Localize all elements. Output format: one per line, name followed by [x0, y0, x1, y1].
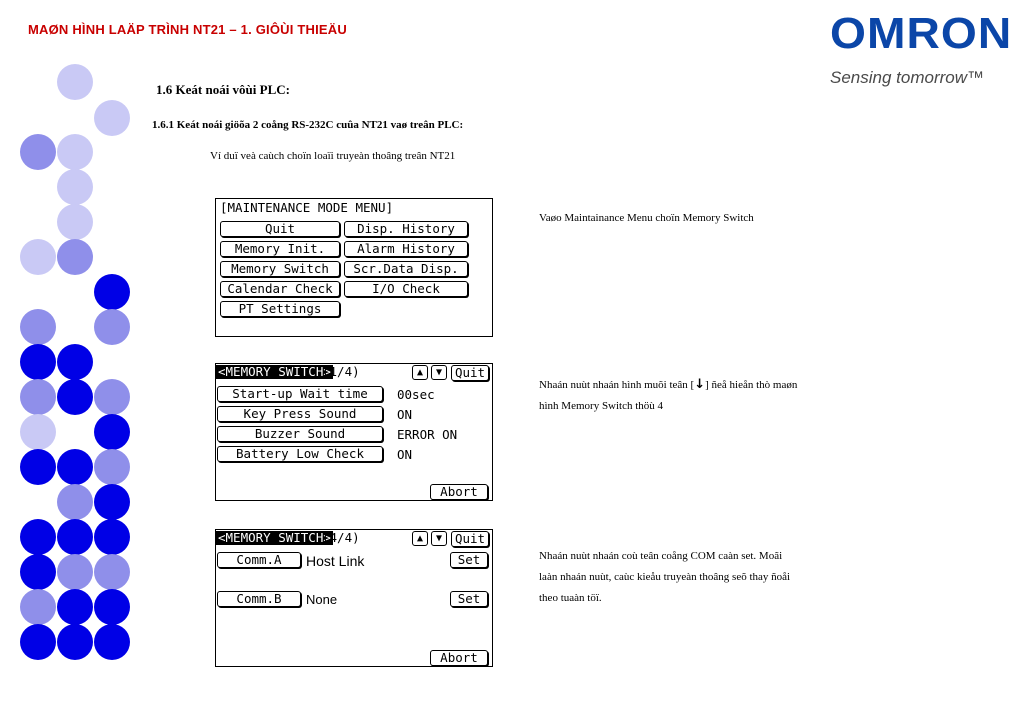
decor-dot — [94, 100, 130, 136]
decor-dot — [94, 309, 130, 345]
alarm-history-button[interactable]: Alarm History — [344, 241, 468, 257]
decor-dot — [57, 484, 93, 520]
decor-dot — [94, 484, 130, 520]
description-step-1 — [539, 208, 754, 229]
decor-dot — [20, 554, 56, 590]
decor-dot — [94, 624, 130, 660]
comm-b-set-button[interactable]: Set — [450, 591, 488, 607]
disp-history-button[interactable]: Disp. History — [344, 221, 468, 237]
decor-dot — [57, 624, 93, 660]
battery-low-check-button[interactable]: Battery Low Check — [217, 446, 383, 462]
description-line: hình Memory Switch thöù 4 — [539, 400, 664, 412]
section-heading: 1.6 Keát noái vôùi PLC: — [156, 82, 290, 97]
up-arrow-icon[interactable]: ▲ — [412, 365, 428, 380]
up-arrow-icon[interactable]: ▲ — [412, 531, 428, 546]
decor-dot — [20, 344, 56, 380]
logo-brand: OMRON — [830, 9, 1013, 58]
decor-dot — [94, 414, 130, 450]
subsection-heading: 1.6.1 Keát noái giöõa 2 coång RS-232C cuûa NT21 vaø treân PLC: — [152, 119, 464, 131]
decor-dot — [20, 414, 56, 450]
memory-init-button[interactable]: Memory Init. — [220, 241, 340, 257]
screen-title: [MAINTENANCE MODE MENU] — [220, 200, 394, 215]
description-line: Nhaán nuùt nhaán coù teân coång COM caàn set. Moãi — [539, 550, 783, 562]
down-arrow-icon: ↓ — [694, 377, 706, 392]
screen-title: <MEMORY SWITCH> — [218, 530, 331, 545]
calendar-check-button[interactable]: Calendar Check — [220, 281, 340, 297]
decor-dot — [57, 449, 93, 485]
down-arrow-icon[interactable]: ▼ — [431, 531, 447, 546]
decor-dot — [94, 449, 130, 485]
decor-dot — [94, 274, 130, 310]
decor-dot — [20, 519, 56, 555]
description-line — [539, 374, 797, 396]
page-indicator: (4/4) — [322, 530, 360, 545]
decor-dot — [20, 134, 56, 170]
decor-dot — [20, 589, 56, 625]
decor-dot — [94, 379, 130, 415]
decor-dot — [57, 519, 93, 555]
page-header-title: MAØN HÌNH LAÄP TRÌNH NT21 – 1. GIÔÙI THIEÄU — [28, 22, 347, 37]
pt-settings-button[interactable]: PT Settings — [220, 301, 340, 317]
key-press-sound-button[interactable]: Key Press Sound — [217, 406, 383, 422]
buzzer-sound-value: ERROR ON — [397, 427, 458, 442]
comm-b-value: None — [306, 592, 338, 607]
decor-dot — [94, 554, 130, 590]
comm-a-set-button[interactable]: Set — [450, 552, 488, 568]
decor-dot — [57, 379, 93, 415]
comm-b-button[interactable]: Comm.B — [217, 591, 301, 607]
io-check-button[interactable]: I/O Check — [344, 281, 468, 297]
logo-tagline: Sensing tomorrow™ — [830, 68, 985, 87]
decor-dot — [57, 169, 93, 205]
page-indicator: (1/4) — [322, 364, 360, 379]
description-text: ] ñeå hieån thò maøn — [705, 379, 798, 391]
decor-dot — [20, 379, 56, 415]
start-up-wait-time-button[interactable]: Start-up Wait time — [217, 386, 383, 402]
decorative-dot-pattern — [0, 0, 140, 708]
memory-switch-screen-4 — [215, 529, 493, 667]
description-text: Vaøo Maintainance Menu choïn Memory Switch — [539, 212, 754, 224]
comm-a-button[interactable]: Comm.A — [217, 552, 301, 568]
maintenance-menu-screen — [215, 198, 493, 337]
buzzer-sound-button[interactable]: Buzzer Sound — [217, 426, 383, 442]
description-text: Nhaán nuùt nhaán hình muõi teân [ — [539, 379, 695, 391]
screen-title: <MEMORY SWITCH> — [218, 364, 331, 379]
decor-dot — [57, 204, 93, 240]
down-arrow-icon[interactable]: ▼ — [431, 365, 447, 380]
description-line: theo tuaàn töï. — [539, 592, 602, 604]
start-up-wait-time-value: 00sec — [397, 387, 435, 402]
decor-dot — [20, 624, 56, 660]
memory-switch-screen-1 — [215, 363, 493, 501]
quit-button[interactable]: Quit — [220, 221, 340, 237]
quit-button[interactable]: Quit — [451, 365, 489, 381]
abort-button[interactable]: Abort — [430, 484, 488, 500]
decor-dot — [57, 239, 93, 275]
battery-low-check-value: ON — [397, 447, 413, 462]
omron-logo — [830, 9, 1013, 88]
memory-switch-button[interactable]: Memory Switch — [220, 261, 340, 277]
decor-dot — [57, 589, 93, 625]
decor-dot — [57, 134, 93, 170]
decor-dot — [20, 309, 56, 345]
decor-dot — [20, 449, 56, 485]
decor-dot — [57, 344, 93, 380]
decor-dot — [94, 589, 130, 625]
decor-dot — [20, 239, 56, 275]
description-step-2 — [539, 374, 797, 417]
key-press-sound-value: ON — [397, 407, 413, 422]
decor-dot — [57, 64, 93, 100]
description-step-3 — [539, 546, 790, 609]
quit-button[interactable]: Quit — [451, 531, 489, 547]
abort-button[interactable]: Abort — [430, 650, 488, 666]
decor-dot — [94, 519, 130, 555]
scr-data-disp-button[interactable]: Scr.Data Disp. — [344, 261, 468, 277]
decor-dot — [57, 554, 93, 590]
description-line: laàn nhaán nuùt, caùc kieåu truyeàn thoâng seõ thay ñoåi — [539, 571, 791, 583]
comm-a-value: Host Link — [306, 553, 365, 569]
intro-text: Ví duï veà caùch choïn loaïi truyeàn thoâng treân NT21 — [210, 150, 456, 162]
